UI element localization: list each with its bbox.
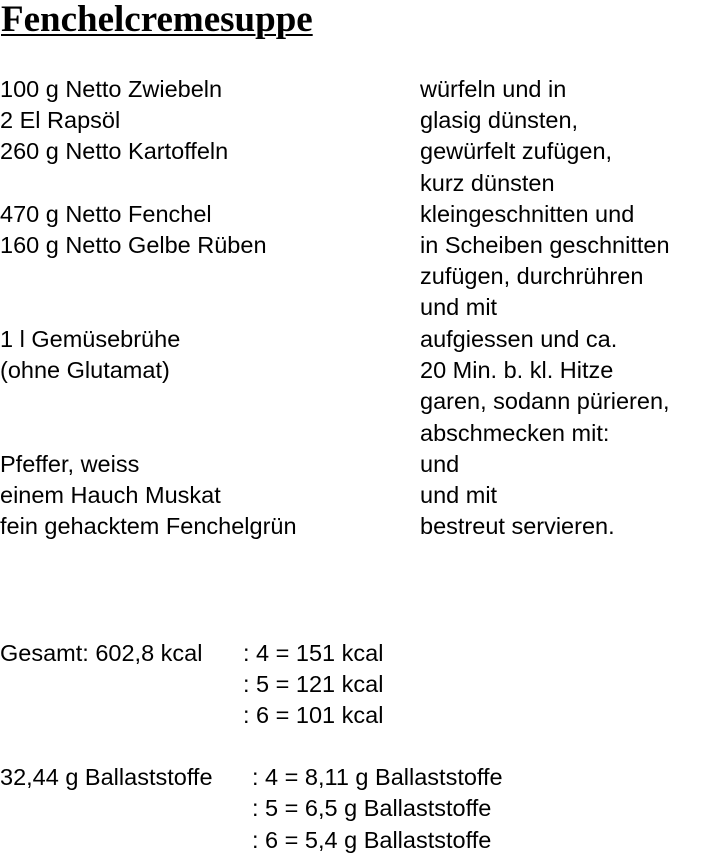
instruction-line: glasig dünsten, [420, 107, 579, 133]
ingredient-line: 160 g Netto Gelbe Rüben [0, 232, 267, 258]
fiber-portion-line: : 4 = 8,11 g Ballaststoffe [252, 764, 503, 790]
instruction-line: in Scheiben geschnitten [420, 232, 670, 258]
instruction-line: aufgiessen und ca. [420, 326, 618, 352]
fiber-portion-line: : 5 = 6,5 g Ballaststoffe [252, 795, 492, 821]
ingredient-line: (ohne Glutamat) [0, 357, 170, 383]
calorie-total-label: Gesamt: 602,8 kcal [0, 640, 203, 666]
ingredient-line: 1 l Gemüsebrühe [0, 326, 181, 352]
ingredient-line: Pfeffer, weiss [0, 451, 140, 477]
ingredient-line: 260 g Netto Kartoffeln [0, 138, 229, 164]
calorie-portion-line: : 6 = 101 kcal [243, 702, 384, 728]
ingredient-line: 2 El Rapsöl [0, 107, 121, 133]
instruction-line: garen, sodann pürieren, [420, 388, 670, 414]
ingredient-line: 100 g Netto Zwiebeln [0, 76, 223, 102]
ingredient-line: 470 g Netto Fenchel [0, 201, 212, 227]
instruction-line: und [420, 451, 460, 477]
calorie-portion-line: : 4 = 151 kcal [243, 640, 384, 666]
instruction-line: kurz dünsten [420, 170, 555, 196]
recipe-title: Fenchelcremesuppe [1, 0, 313, 40]
fiber-total-label: 32,44 g Ballaststoffe [0, 764, 213, 790]
instruction-line: und mit [420, 482, 498, 508]
fiber-portion-line: : 6 = 5,4 g Ballaststoffe [252, 827, 492, 853]
instruction-line: bestreut servieren. [420, 513, 615, 539]
instruction-line: gewürfelt zufügen, [420, 138, 613, 164]
instruction-line: zufügen, durchrühren [420, 263, 644, 289]
ingredient-line: fein gehacktem Fenchelgrün [0, 513, 297, 539]
instruction-line: und mit [420, 294, 498, 320]
ingredient-line: einem Hauch Muskat [0, 482, 221, 508]
calorie-portion-line: : 5 = 121 kcal [243, 671, 384, 697]
instruction-line: 20 Min. b. kl. Hitze [420, 357, 614, 383]
instruction-line: würfeln und in [420, 76, 567, 102]
instruction-line: kleingeschnitten und [420, 201, 635, 227]
instruction-line: abschmecken mit: [420, 420, 610, 446]
